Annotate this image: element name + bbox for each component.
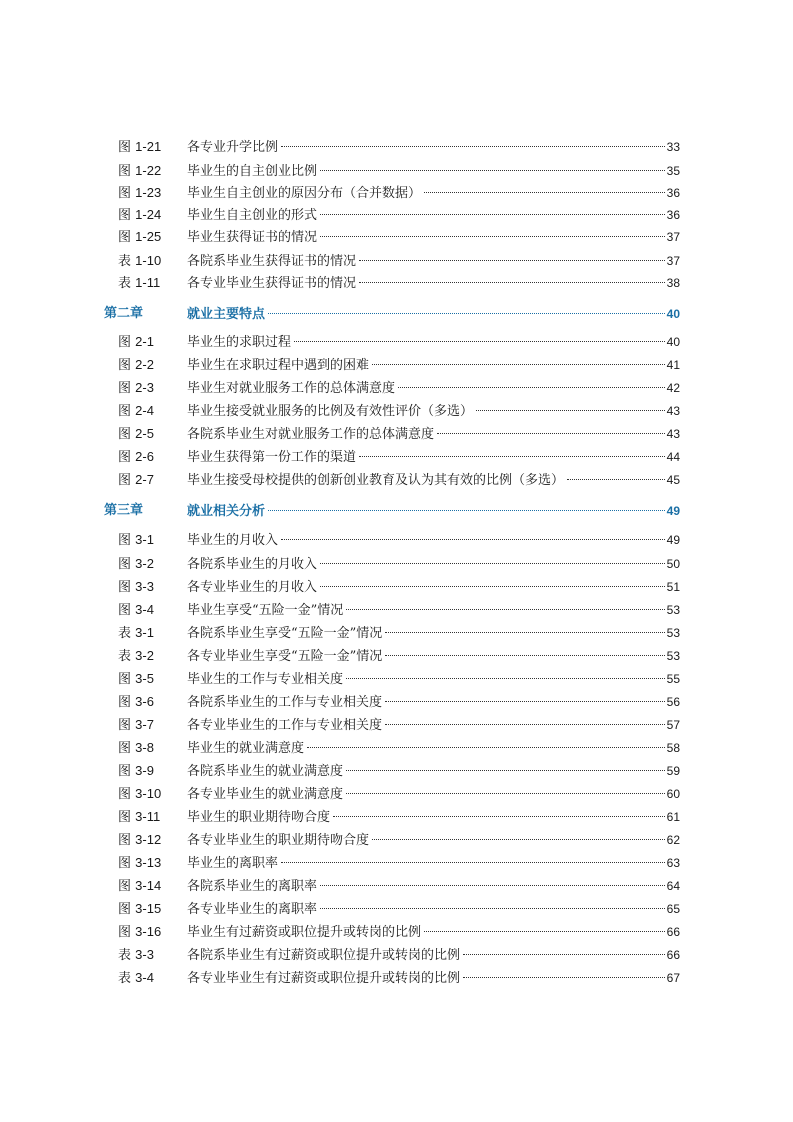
chapter-label: 第二章: [104, 306, 144, 321]
entry-number: 2-7: [135, 472, 154, 487]
page-number: 36: [666, 186, 680, 200]
dot-leader: [346, 609, 664, 610]
entry-label: [118, 691, 154, 714]
toc-entry[interactable]: [0, 760, 793, 782]
entry-title-line: [187, 645, 680, 668]
dot-leader: [359, 260, 665, 261]
entry-prefix: 图: [118, 473, 132, 488]
entry-title-line: [187, 967, 680, 990]
entry-prefix: 图: [118, 164, 132, 179]
entry-label: [118, 921, 161, 944]
entry-title: 毕业生获得证书的情况: [187, 230, 318, 245]
entry-title: 各专业毕业生的就业满意度: [187, 787, 344, 802]
page-number: 67: [666, 971, 680, 985]
dot-leader: [463, 954, 665, 955]
entry-title-line: [187, 668, 680, 691]
entry-label: [118, 668, 154, 691]
entry-number: 1-23: [135, 185, 162, 200]
entry-title: 毕业生自主创业的形式: [187, 208, 318, 223]
dot-leader: [320, 236, 665, 237]
entry-number: 3-12: [135, 832, 162, 847]
entry-title-line: [187, 500, 680, 523]
dot-leader: [372, 364, 665, 365]
toc-entry[interactable]: [0, 714, 793, 736]
toc-entry[interactable]: [0, 446, 793, 468]
entry-prefix: 图: [118, 381, 132, 396]
entry-title: 毕业生接受母校提供的创新创业教育及认为其有效的比例（多选）: [187, 473, 565, 488]
entry-title-line: [187, 944, 680, 967]
entry-title-line: [187, 446, 680, 469]
entry-label: [118, 714, 154, 737]
page-number: 59: [666, 764, 680, 778]
entry-prefix: 图: [118, 741, 132, 756]
page-number: 44: [666, 450, 680, 464]
dot-leader: [346, 678, 665, 679]
entry-title: 毕业生有过薪资或职位提升或转岗的比例: [187, 925, 422, 940]
entry-number: 3-10: [135, 786, 162, 801]
page-number: 65: [666, 902, 680, 916]
entry-number: 3-16: [135, 924, 162, 939]
toc-chapter[interactable]: [0, 500, 793, 522]
page-number: 49: [666, 533, 680, 547]
entry-number: 1-24: [135, 207, 162, 222]
entry-title: 毕业生获得第一份工作的渠道: [187, 450, 357, 465]
entry-label: [118, 331, 154, 354]
entry-label: [118, 226, 161, 249]
entry-title-line: [187, 760, 680, 783]
page-number: 63: [666, 856, 680, 870]
dot-leader: [359, 282, 665, 283]
dot-leader: [320, 563, 665, 564]
entry-title-line: [187, 303, 680, 326]
dot-leader: [294, 341, 665, 342]
toc-entry[interactable]: [0, 622, 793, 644]
entry-prefix: 图: [118, 335, 132, 350]
entry-title-line: [187, 898, 680, 921]
entry-title: 毕业生享受“五险一金”情况: [187, 603, 344, 618]
entry-title-line: [187, 400, 680, 423]
entry-prefix: 图: [118, 925, 132, 940]
dot-leader: [359, 456, 665, 457]
entry-title-line: [187, 331, 680, 354]
entry-label: [118, 599, 154, 622]
entry-title-line: [187, 136, 680, 159]
entry-title: 就业相关分析: [187, 504, 266, 519]
entry-number: 1-21: [135, 139, 162, 154]
entry-number: 1-11: [135, 275, 161, 290]
entry-label: [118, 250, 161, 273]
entry-title-line: [187, 423, 680, 446]
toc-chapter[interactable]: [0, 303, 793, 325]
entry-number: 3-2: [135, 648, 154, 663]
toc-entry[interactable]: [0, 272, 793, 294]
entry-label: [118, 182, 161, 205]
page-number: 56: [666, 695, 680, 709]
dot-leader: [567, 479, 665, 480]
entry-title: 毕业生的求职过程: [187, 335, 292, 350]
page-number: 60: [666, 787, 680, 801]
toc-entry[interactable]: [0, 921, 793, 943]
page-number: 45: [666, 473, 680, 487]
dot-leader: [346, 793, 665, 794]
dot-leader: [398, 387, 665, 388]
entry-prefix: 图: [118, 404, 132, 419]
entry-title-line: [187, 469, 680, 492]
page-number: 38: [666, 276, 680, 290]
entry-title: 毕业生的月收入: [187, 533, 279, 548]
entry-label: [118, 204, 161, 227]
entry-title-line: [187, 806, 680, 829]
entry-title: 各专业毕业生享受“五险一金”情况: [187, 649, 383, 664]
entry-title: 毕业生在求职过程中遇到的困难: [187, 358, 370, 373]
page-number: 53: [666, 649, 680, 663]
toc-entry[interactable]: [0, 737, 793, 759]
page-number: 42: [666, 381, 680, 395]
entry-title-line: [187, 182, 680, 205]
toc-entry[interactable]: [0, 250, 793, 272]
entry-number: 3-1: [135, 532, 154, 547]
entry-number: 3-7: [135, 717, 154, 732]
page-number: 62: [666, 833, 680, 847]
entry-prefix: 图: [118, 557, 132, 572]
dot-leader: [320, 214, 665, 215]
entry-title: 各院系毕业生有过薪资或职位提升或转岗的比例: [187, 948, 461, 963]
toc-entry[interactable]: [0, 967, 793, 989]
dot-leader: [463, 977, 665, 978]
toc-entry[interactable]: [0, 423, 793, 445]
entry-label: [118, 377, 154, 400]
toc-entry[interactable]: [0, 553, 793, 575]
page-number: 43: [666, 404, 680, 418]
entry-title: 各专业毕业生有过薪资或职位提升或转岗的比例: [187, 971, 461, 986]
entry-number: 1-22: [135, 163, 162, 178]
dot-leader: [320, 885, 665, 886]
entry-prefix: 图: [118, 764, 132, 779]
entry-title-line: [187, 714, 680, 737]
entry-number: 3-3: [135, 947, 154, 962]
entry-prefix: 图: [118, 695, 132, 710]
entry-label: [118, 852, 161, 875]
page-number: 40: [666, 335, 680, 349]
toc-entry[interactable]: [0, 668, 793, 690]
entry-prefix: 图: [118, 718, 132, 733]
entry-title-line: [187, 553, 680, 576]
entry-number: 1-25: [135, 229, 162, 244]
entry-title: 各院系毕业生对就业服务工作的总体满意度: [187, 427, 435, 442]
entry-number: 3-4: [135, 602, 154, 617]
entry-label: [118, 529, 154, 552]
page-number: 49: [666, 504, 680, 518]
entry-label: [118, 354, 154, 377]
entry-label: [118, 423, 154, 446]
toc-entry[interactable]: [0, 136, 793, 158]
entry-title-line: [187, 250, 680, 273]
entry-title-line: [187, 691, 680, 714]
entry-number: 2-4: [135, 403, 154, 418]
entry-title: 毕业生的自主创业比例: [187, 164, 318, 179]
dot-leader: [424, 192, 665, 193]
page-number: 61: [666, 810, 680, 824]
toc-entry[interactable]: [0, 354, 793, 376]
entry-label: [118, 737, 154, 760]
entry-prefix: 图: [118, 450, 132, 465]
dot-leader: [476, 410, 665, 411]
entry-title: 各院系毕业生的月收入: [187, 557, 318, 572]
entry-number: 2-6: [135, 449, 154, 464]
toc-entry[interactable]: [0, 576, 793, 598]
entry-number: 2-5: [135, 426, 154, 441]
page-number: 58: [666, 741, 680, 755]
dot-leader: [320, 908, 665, 909]
page-number: 57: [666, 718, 680, 732]
entry-title-line: [187, 576, 680, 599]
entry-number: 2-1: [135, 334, 154, 349]
entry-label: [118, 806, 160, 829]
entry-prefix: 表: [118, 626, 132, 641]
entry-number: 3-15: [135, 901, 162, 916]
entry-title-line: [187, 377, 680, 400]
entry-title: 毕业生自主创业的原因分布（合并数据）: [187, 186, 422, 201]
entry-prefix: 表: [118, 971, 132, 986]
entry-title: 各院系毕业生的就业满意度: [187, 764, 344, 779]
entry-title: 毕业生对就业服务工作的总体满意度: [187, 381, 396, 396]
entry-title: 毕业生的离职率: [187, 856, 279, 871]
page-number: 37: [666, 230, 680, 244]
entry-prefix: 图: [118, 902, 132, 917]
entry-prefix: 表: [118, 649, 132, 664]
dot-leader: [424, 931, 665, 932]
entry-number: 2-2: [135, 357, 154, 372]
entry-label: [118, 622, 154, 645]
entry-title-line: [187, 875, 680, 898]
entry-label: [118, 898, 161, 921]
entry-prefix: 图: [118, 879, 132, 894]
entry-number: 1-10: [135, 253, 162, 268]
entry-prefix: 图: [118, 787, 132, 802]
entry-label: [118, 136, 161, 159]
entry-prefix: 图: [118, 140, 132, 155]
entry-title: 毕业生的就业满意度: [187, 741, 305, 756]
entry-title-line: [187, 354, 680, 377]
entry-title-line: [187, 852, 680, 875]
dot-leader: [385, 724, 665, 725]
entry-prefix: 图: [118, 208, 132, 223]
entry-title: 各专业毕业生的工作与专业相关度: [187, 718, 383, 733]
entry-label: [118, 944, 154, 967]
entry-prefix: 图: [118, 603, 132, 618]
entry-label: [118, 400, 154, 423]
entry-title: 各院系毕业生获得证书的情况: [187, 254, 357, 269]
entry-label: [118, 783, 161, 806]
entry-prefix: 图: [118, 856, 132, 871]
toc-entry[interactable]: [0, 875, 793, 897]
entry-title-line: [187, 160, 680, 183]
chapter-label: 第三章: [104, 503, 144, 518]
dot-leader: [320, 586, 665, 587]
page-number: 64: [666, 879, 680, 893]
entry-number: 3-8: [135, 740, 154, 755]
dot-leader: [307, 747, 665, 748]
entry-title: 就业主要特点: [187, 307, 266, 322]
entry-title: 毕业生的工作与专业相关度: [187, 672, 344, 687]
entry-prefix: 图: [118, 672, 132, 687]
toc-entry[interactable]: [0, 377, 793, 399]
entry-title: 各院系毕业生享受“五险一金”情况: [187, 626, 383, 641]
page-number: 55: [666, 672, 680, 686]
entry-prefix: 图: [118, 186, 132, 201]
dot-leader: [333, 816, 665, 817]
toc-entry[interactable]: [0, 898, 793, 920]
toc-entry[interactable]: [0, 829, 793, 851]
page-number: 66: [666, 948, 680, 962]
entry-number: 3-3: [135, 579, 154, 594]
dot-leader: [281, 539, 665, 540]
entry-title: 各专业毕业生获得证书的情况: [187, 276, 357, 291]
toc-entry[interactable]: [0, 645, 793, 667]
toc-entry[interactable]: [0, 599, 793, 621]
toc-entry[interactable]: [0, 182, 793, 204]
dot-leader: [268, 313, 665, 314]
entry-number: 3-5: [135, 671, 154, 686]
entry-title-line: [187, 529, 680, 552]
entry-title: 毕业生的职业期待吻合度: [187, 810, 331, 825]
dot-leader: [320, 170, 665, 171]
entry-title: 各专业升学比例: [187, 140, 279, 155]
page-number: 41: [666, 358, 680, 372]
entry-label: [118, 645, 154, 668]
page-number: 37: [666, 254, 680, 268]
entry-number: 3-11: [135, 809, 161, 824]
entry-title-line: [187, 829, 680, 852]
entry-title-line: [187, 226, 680, 249]
page-number: 33: [666, 140, 680, 154]
entry-title: 毕业生接受就业服务的比例及有效性评价（多选）: [187, 404, 474, 419]
toc-entry[interactable]: [0, 204, 793, 226]
entry-label: [118, 446, 154, 469]
dot-leader: [346, 770, 665, 771]
entry-label: [118, 829, 161, 852]
entry-number: 3-14: [135, 878, 162, 893]
entry-label: [118, 553, 154, 576]
toc-entry[interactable]: [0, 400, 793, 422]
entry-prefix: 图: [118, 533, 132, 548]
entry-label: [118, 760, 154, 783]
page-number: 40: [666, 307, 680, 321]
entry-title-line: [187, 783, 680, 806]
entry-title: 各专业毕业生的离职率: [187, 902, 318, 917]
dot-leader: [385, 632, 664, 633]
page-number: 53: [666, 626, 680, 640]
entry-number: 3-9: [135, 763, 154, 778]
entry-label: [118, 160, 161, 183]
toc-entry[interactable]: [0, 691, 793, 713]
entry-number: 3-4: [135, 970, 154, 985]
entry-number: 3-6: [135, 694, 154, 709]
toc-entry[interactable]: [0, 529, 793, 551]
entry-title-line: [187, 921, 680, 944]
entry-label: [118, 272, 160, 295]
entry-title-line: [187, 272, 680, 295]
entry-title: 各专业毕业生的月收入: [187, 580, 318, 595]
entry-title-line: [187, 622, 680, 645]
entry-number: 3-1: [135, 625, 154, 640]
dot-leader: [268, 510, 665, 511]
toc-entry[interactable]: [0, 469, 793, 491]
entry-label: [118, 576, 154, 599]
page-number: 35: [666, 164, 680, 178]
toc-entry[interactable]: [0, 783, 793, 805]
entry-title-line: [187, 737, 680, 760]
page-number: 50: [666, 557, 680, 571]
entry-prefix: 图: [118, 580, 132, 595]
toc-entry[interactable]: [0, 944, 793, 966]
toc-entry[interactable]: [0, 226, 793, 248]
entry-prefix: 图: [118, 427, 132, 442]
toc-entry[interactable]: [0, 852, 793, 874]
entry-prefix: 表: [118, 254, 132, 269]
entry-prefix: 图: [118, 358, 132, 373]
entry-number: 3-2: [135, 556, 154, 571]
entry-label: [118, 469, 154, 492]
entry-prefix: 图: [118, 230, 132, 245]
entry-prefix: 图: [118, 810, 132, 825]
entry-label: [118, 875, 161, 898]
page-number: 36: [666, 208, 680, 222]
page-number: 51: [666, 580, 680, 594]
entry-number: 2-3: [135, 380, 154, 395]
dot-leader: [281, 862, 665, 863]
page-number: 43: [666, 427, 680, 441]
dot-leader: [372, 839, 665, 840]
entry-label: [118, 967, 154, 990]
entry-prefix: 图: [118, 833, 132, 848]
dot-leader: [385, 701, 665, 702]
entry-title: 各专业毕业生的职业期待吻合度: [187, 833, 370, 848]
entry-title: 各院系毕业生的工作与专业相关度: [187, 695, 383, 710]
entry-title-line: [187, 599, 680, 622]
entry-prefix: 表: [118, 948, 132, 963]
dot-leader: [385, 655, 664, 656]
entry-number: 3-13: [135, 855, 162, 870]
entry-prefix: 表: [118, 276, 132, 291]
page-number: 66: [666, 925, 680, 939]
entry-title: 各院系毕业生的离职率: [187, 879, 318, 894]
dot-leader: [437, 433, 665, 434]
toc-entry[interactable]: [0, 160, 793, 182]
dot-leader: [281, 146, 665, 147]
toc-entry[interactable]: [0, 806, 793, 828]
entry-title-line: [187, 204, 680, 227]
toc-entry[interactable]: [0, 331, 793, 353]
page-number: 53: [666, 603, 680, 617]
